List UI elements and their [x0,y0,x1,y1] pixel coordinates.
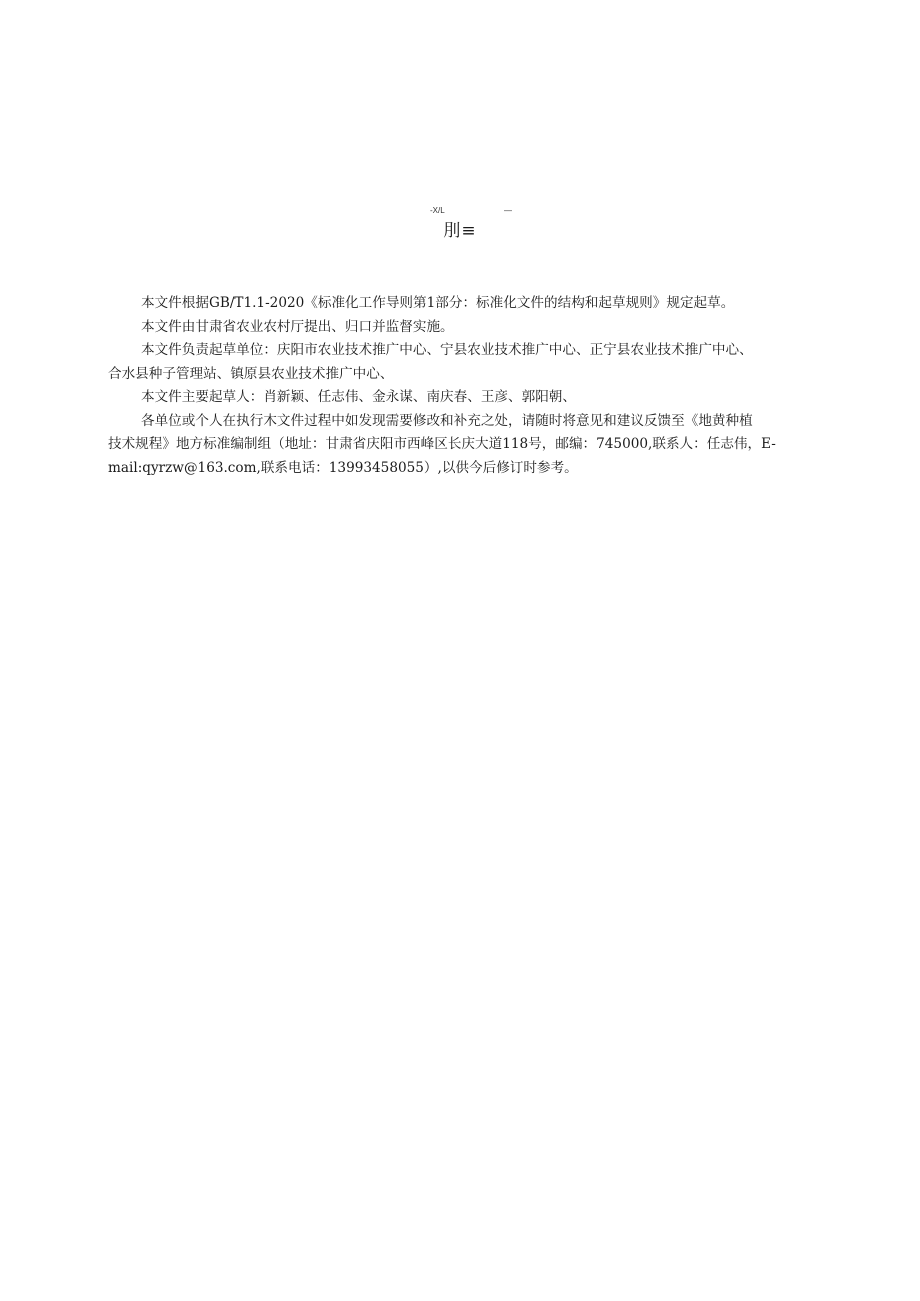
header-artifact-right: — [504,206,512,215]
paragraph-drafters: 本文件主要起草人：肖新颖、任志伟、金永谋、南庆春、王彦、郭阳朝、 [141,389,576,405]
paragraph-feedback-line1: 各单位或个人在执行木文件过程中如发现需要修改和补充之处，请随时将意见和建议反馈至《地黄种植 [141,412,753,429]
page-title: 刖≡ [443,221,477,241]
paragraph-drafting-units-line1: 本文件负责起草单位：庆阳市农业技术推广中心、宁县农业技术推广中心、正宁县农业技术推广中心、 [141,342,753,358]
paragraph-proposer: 本文件由甘肃省农业农村厅提出、归口并监督实施。 [141,318,454,335]
paragraph-feedback-line2: 技术规程》地方标准编制组（地址：甘肃省庆阳市西峰区长庆大道118号，邮编：745000,联系人：任志伟，E- [108,436,776,452]
paragraph-drafting-basis: 本文件根据GB/T1.1-2020《标准化工作导则第1部分：标准化文件的结构和起草规则》规定起草。 [141,295,735,311]
paragraph-drafting-units-line2: 合水县种子管理站、镇原县农业技术推广中心、 [108,365,394,382]
paragraph-feedback-line3: mail:qyrzw@163.com,联系电话：13993458055）,以供今后修订时参考。 [108,459,578,476]
header-artifact-left: -X/L [430,206,445,215]
document-body [108,292,838,480]
